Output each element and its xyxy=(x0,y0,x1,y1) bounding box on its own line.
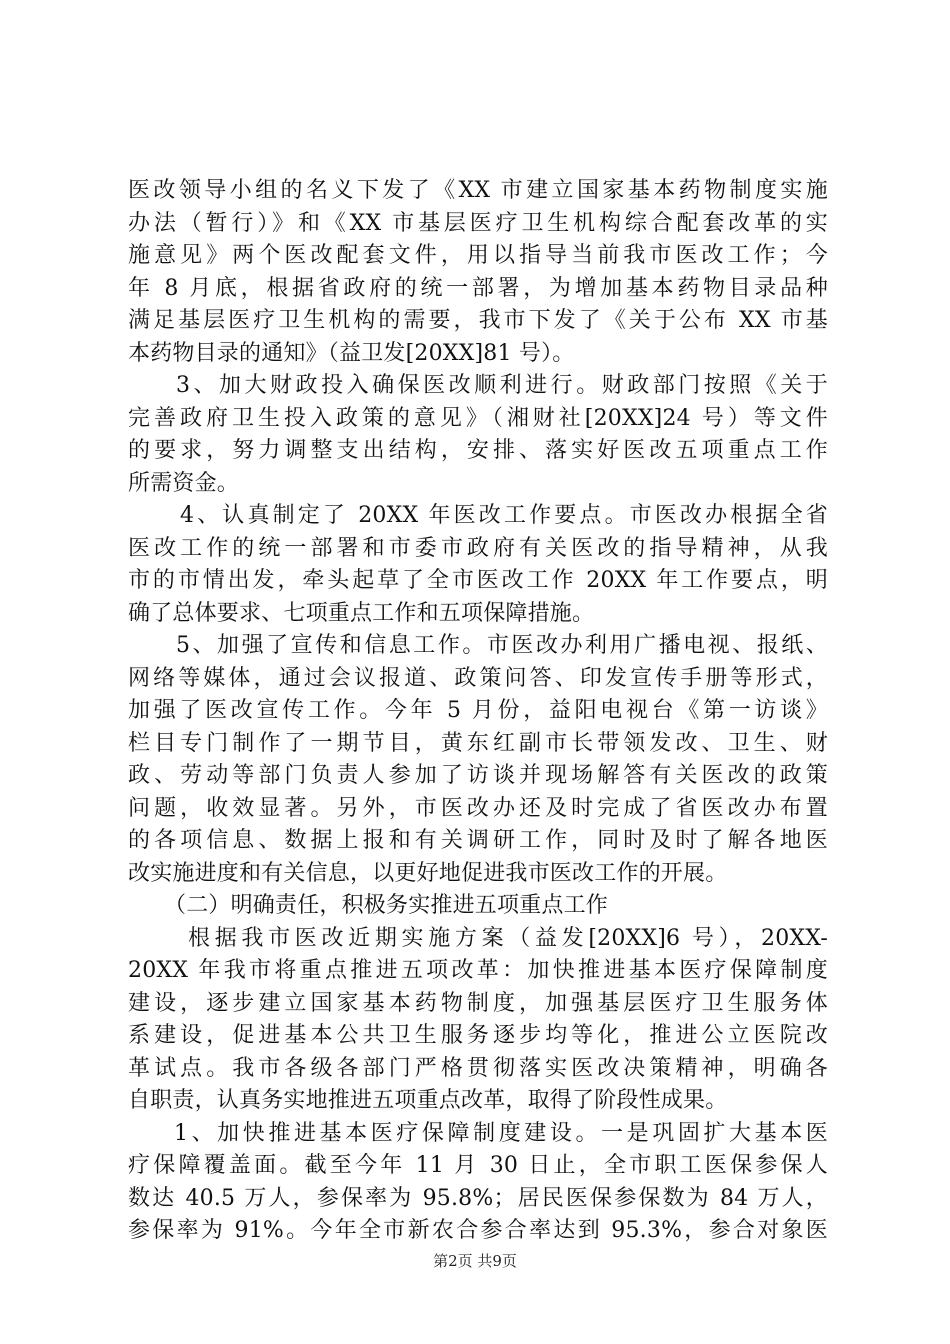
text-line: 医改工作的统一部署和市委市政府有关医改的指导精神，从我 xyxy=(128,535,828,561)
text-line: 确了总体要求、七项重点工作和五项保障措施。 xyxy=(128,600,595,626)
text-line: 市的市情出发，牵头起草了全市医改工作 20XX 年工作要点，明 xyxy=(128,568,828,593)
text-line: 20XX 年我市将重点推进五项改革：加快推进基本医疗保障制度 xyxy=(128,958,828,983)
text-line: 医改领导小组的名义下发了《XX 市建立国家基本药物制度实施 xyxy=(128,178,828,203)
text-line: 自职责，认真务实地推进五项重点改革，取得了阶段性成果。 xyxy=(128,1088,728,1113)
text-line: 革试点。我市各级各部门严格贯彻落实医改决策精神，明确各 xyxy=(128,1055,828,1081)
text-line: 施意见》两个医改配套文件，用以指导当前我市医改工作；今 xyxy=(128,243,828,268)
text-line: 加强了医改宣传工作。今年 5 月份，益阳电视台《第一访谈》 xyxy=(128,698,828,723)
text-line: 数达 40.5 万人，参保率为 95.8%；居民医保参保数为 84 万人， xyxy=(128,1185,828,1211)
text-line: 所需资金。 xyxy=(128,470,240,496)
text-line: 完善政府卫生投入政策的意见》（湘财社[20XX]24 号）等文件 xyxy=(128,405,828,431)
paragraph-start-line: 4、认真制定了 20XX 年医改工作要点。市医改办根据全省 xyxy=(180,503,828,528)
text-line: 栏目专门制作了一期节目，黄东红副市长带领发改、卫生、财 xyxy=(128,730,828,756)
text-line: 网络等媒体，通过会议报道、政策问答、印发宣传手册等形式， xyxy=(128,665,828,691)
paragraph-start-line: 5、加强了宣传和信息工作。市医改办利用广播电视、报纸、 xyxy=(176,633,828,658)
text-line: 疗保障覆盖面。截至今年 11 月 30 日止，全市职工医保参保人 xyxy=(128,1153,828,1178)
text-line: 系建设，促进基本公共卫生服务逐步均等化，推进公立医院改 xyxy=(128,1023,828,1048)
text-line: 参保率为 91%。今年全市新农合参合率达到 95.3%，参合对象医 xyxy=(128,1218,828,1243)
text-line: 问题，收效显著。另外，市医改办还及时完成了省医改办布置 xyxy=(128,795,828,821)
text-line: 本药物目录的通知》（益卫发[20XX]81 号）。 xyxy=(128,340,575,366)
text-line: 年 8 月底，根据省政府的统一部署，为增加基本药物目录品种 xyxy=(128,275,828,301)
paragraph-start-line: 1、加快推进基本医疗保障制度建设。一是巩固扩大基本医 xyxy=(174,1120,828,1146)
text-line: 的各项信息、数据上报和有关调研工作，同时及时了解各地医 xyxy=(128,828,828,853)
paragraph-start-line: 3、加大财政投入确保医改顺利进行。财政部门按照《关于 xyxy=(176,373,828,398)
text-line: 的要求，努力调整支出结构，安排、落实好医改五项重点工作 xyxy=(128,438,828,463)
page-number-footer: 第2页 共9页 xyxy=(433,1252,517,1270)
section-heading: （二）明确责任，积极务实推进五项重点工作 xyxy=(164,893,609,918)
text-line: 改实施进度和有关信息，以更好地促进我市医改工作的开展。 xyxy=(128,860,728,886)
document-body xyxy=(128,175,828,1248)
paragraph-start-line: 根据我市医改近期实施方案（益发[20XX]6 号），20XX- xyxy=(188,925,828,951)
text-line: 政、劳动等部门负责人参加了访谈并现场解答有关医改的政策 xyxy=(128,763,828,788)
text-line: 办法（暂行）》和《XX 市基层医疗卫生机构综合配套改革的实 xyxy=(128,210,828,236)
text-line: 满足基层医疗卫生机构的需要，我市下发了《关于公布 XX 市基 xyxy=(128,308,828,333)
text-line: 建设，逐步建立国家基本药物制度，加强基层医疗卫生服务体 xyxy=(128,990,828,1016)
